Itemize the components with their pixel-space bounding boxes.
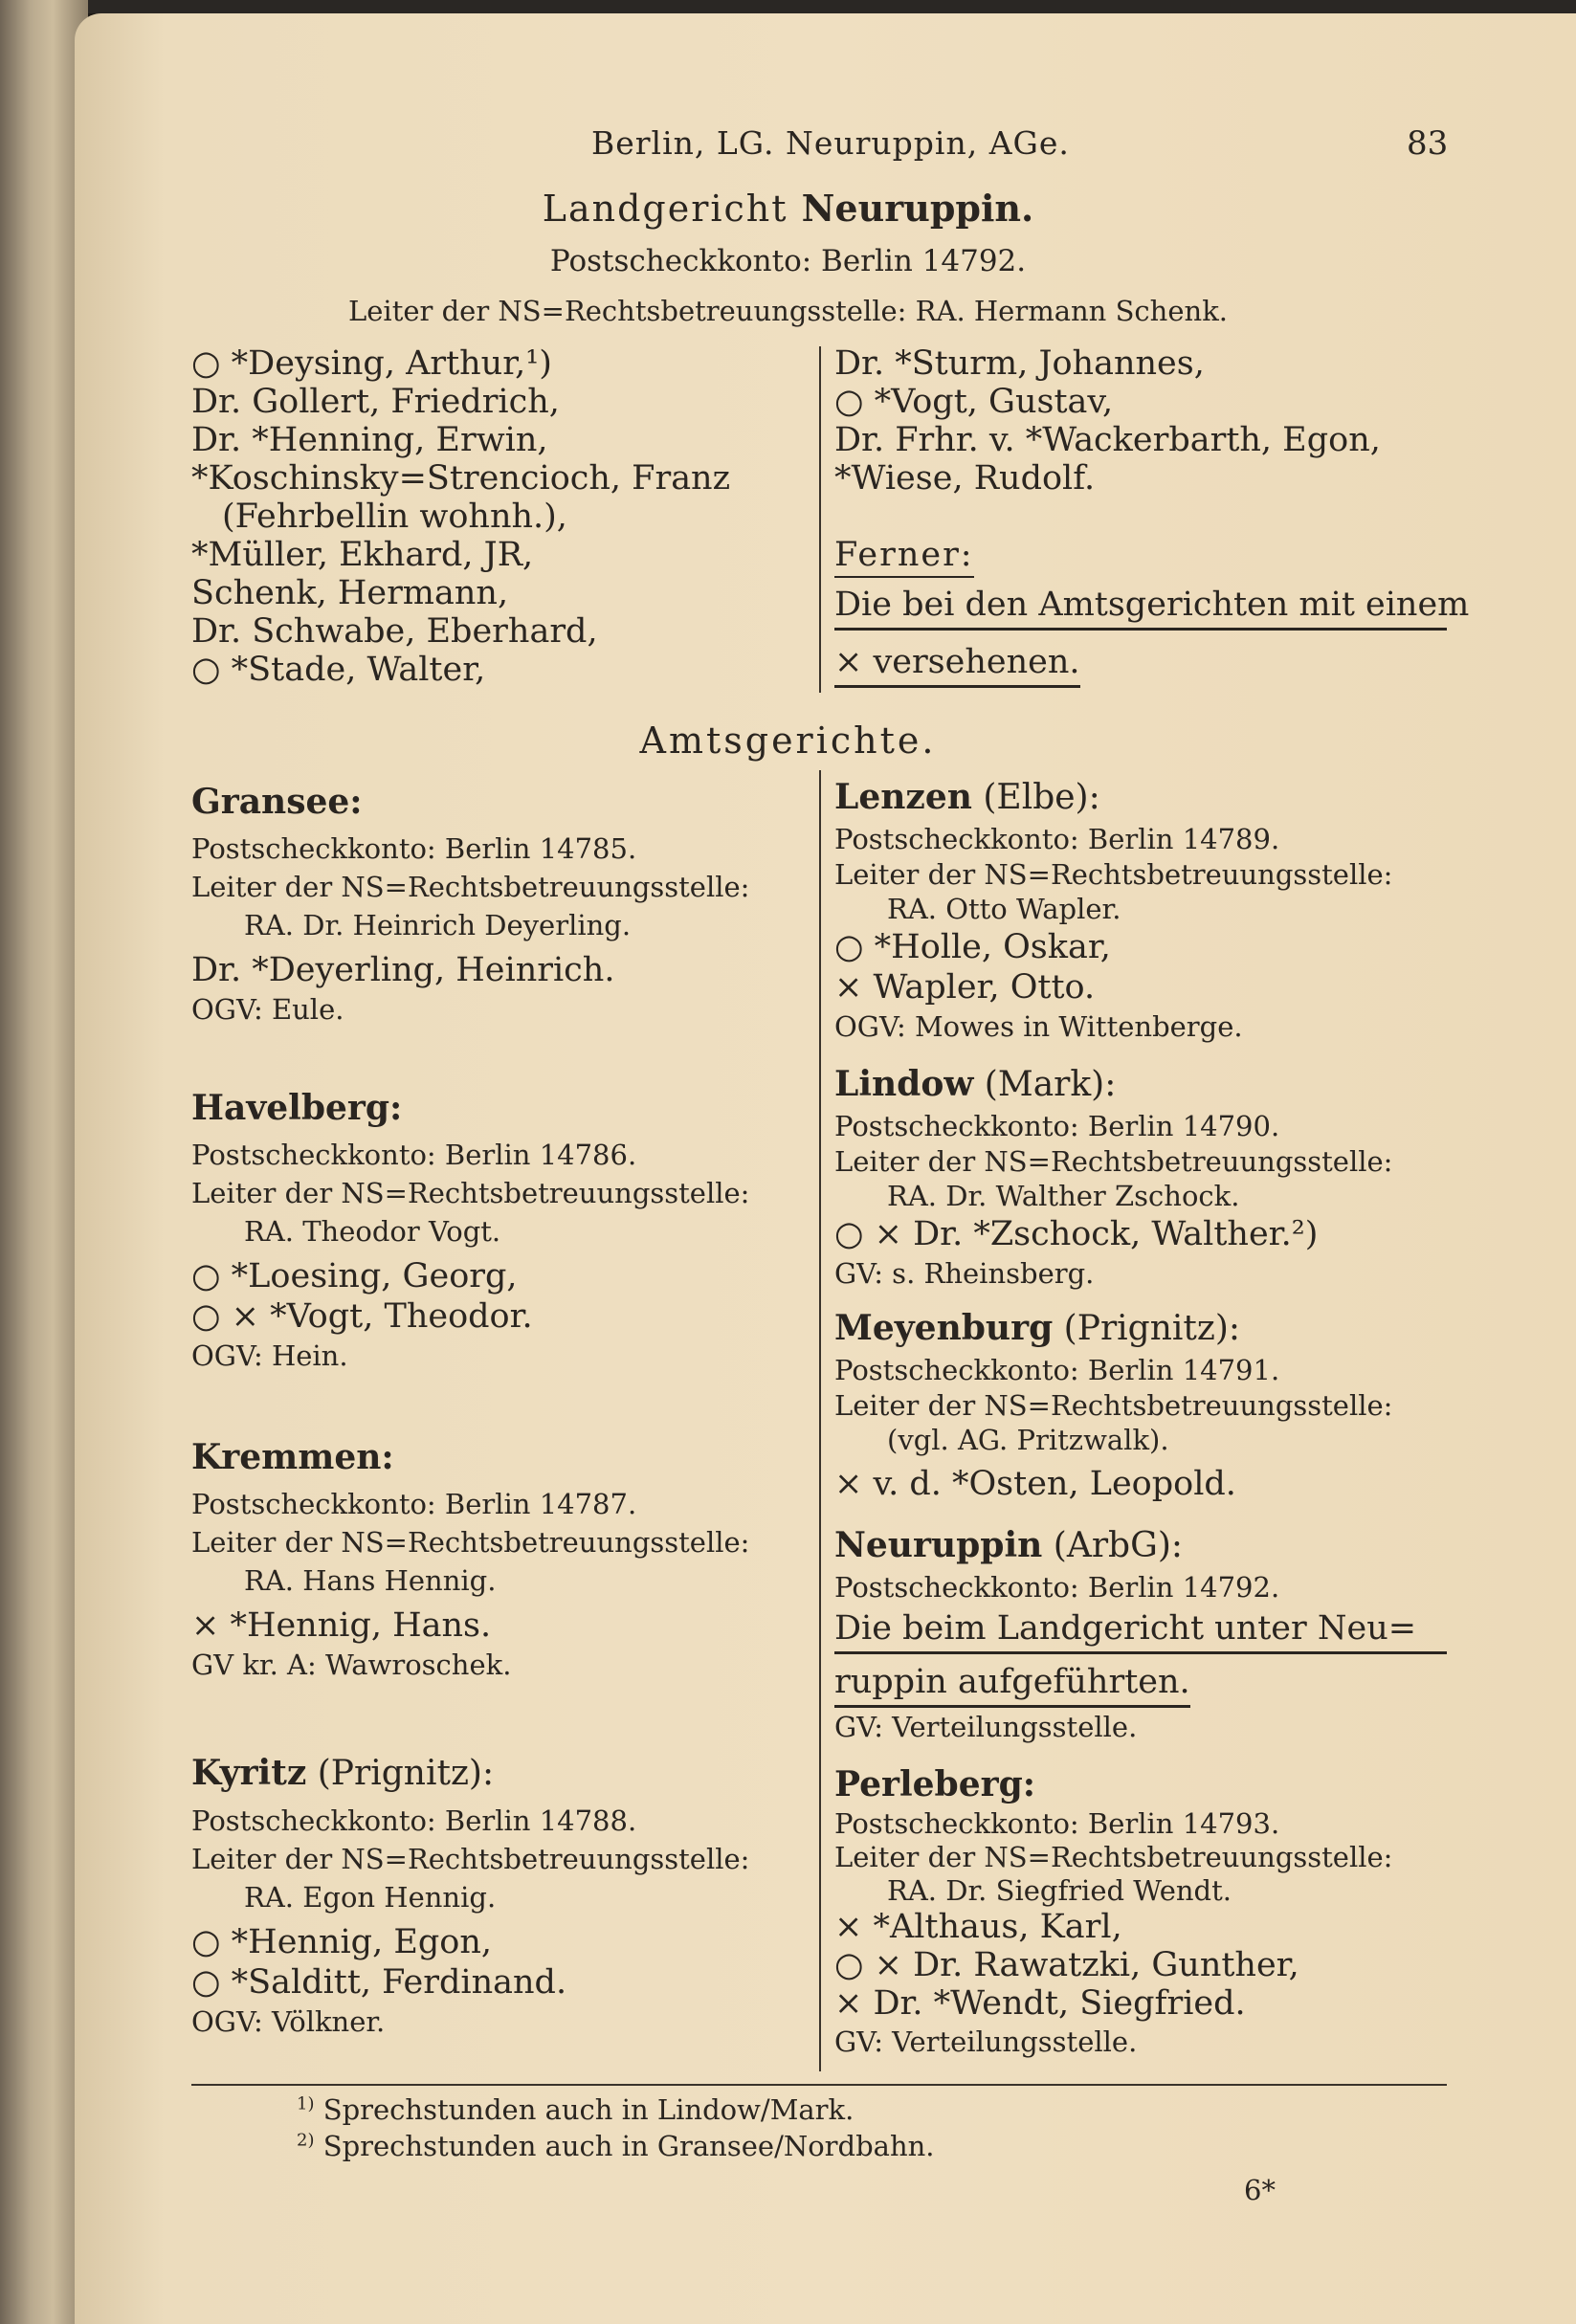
court-name: Lenzen (Elbe): xyxy=(834,777,1100,817)
court-name: Meyenburg (Prignitz): xyxy=(834,1308,1241,1348)
court-postscheck: Postscheckkonto: Berlin 14792. xyxy=(834,1571,1280,1604)
amtsgerichte-heading: Amtsgerichte. xyxy=(639,719,937,762)
court-leiter-name: RA. Theodor Vogt. xyxy=(244,1215,501,1248)
court-kyritz xyxy=(191,1751,749,2041)
court-name: Gransee: xyxy=(191,782,363,822)
court-gv: GV: s. Rheinsberg. xyxy=(834,1257,1095,1290)
judge-entry: (Fehrbellin wohnh.), xyxy=(222,498,567,536)
court-name: Havelberg: xyxy=(191,1088,403,1128)
landgericht-title-prefix: Landgericht xyxy=(542,188,788,230)
judge-entry: ○ *Salditt, Ferdinand. xyxy=(191,1963,567,2002)
judge-entry: × *Hennig, Hans. xyxy=(191,1606,492,1645)
court-name: Kyritz (Prignitz): xyxy=(191,1753,495,1793)
court-havelberg xyxy=(191,1086,749,1375)
judge-entry: Dr. Schwabe, Eberhard, xyxy=(191,612,598,651)
judge-entry: *Wiese, Rudolf. xyxy=(834,459,1096,498)
judge-entry: ○ *Deysing, Arthur,¹) xyxy=(191,344,552,383)
court-gv: GV: Verteilungsstelle. xyxy=(834,2025,1138,2058)
court-lindow xyxy=(834,1062,1392,1293)
court-neuruppin xyxy=(834,1523,1447,1746)
court-gv: GV kr. A: Wawroschek. xyxy=(191,1649,512,1681)
judge-entry: Dr. Gollert, Friedrich, xyxy=(191,383,560,421)
court-postscheck: Postscheckkonto: Berlin 14785. xyxy=(191,832,637,865)
judge-entry: × v. d. *Osten, Leopold. xyxy=(834,1465,1236,1503)
court-leiter-label: Leiter der NS=Rechtsbetreuungsstelle: xyxy=(191,871,750,903)
signature-mark: 6* xyxy=(1244,2174,1276,2206)
court-postscheck: Postscheckkonto: Berlin 14791. xyxy=(834,1354,1280,1386)
court-leiter-name: RA. Dr. Heinrich Deyerling. xyxy=(244,909,632,941)
judge-entry: Dr. *Henning, Erwin, xyxy=(191,421,548,459)
judge-entry: × *Althaus, Karl, xyxy=(834,1908,1122,1946)
landgericht-judges-left xyxy=(191,344,730,689)
footnote-2: $^{2)}$ Sprechstunden auch in Gransee/Nordbahn. xyxy=(297,2130,935,2162)
court-gv: OGV: Hein. xyxy=(191,1339,348,1372)
court-leiter-label: Leiter der NS=Rechtsbetreuungsstelle: xyxy=(834,1841,1393,1873)
court-leiter-name: (vgl. AG. Pritzwalk). xyxy=(887,1424,1169,1456)
ferner-note-line2: × versehenen. xyxy=(834,643,1080,688)
court-postscheck: Postscheckkonto: Berlin 14787. xyxy=(191,1488,637,1520)
judge-entry: ○ *Holle, Oskar, xyxy=(834,928,1111,966)
court-name: Perleberg: xyxy=(834,1764,1036,1804)
judge-entry: ○ × Dr. *Zschock, Walther.²) xyxy=(834,1215,1319,1253)
judge-entry: ○ *Hennig, Egon, xyxy=(191,1923,493,1961)
court-leiter-label: Leiter der NS=Rechtsbetreuungsstelle: xyxy=(834,1389,1393,1422)
court-gv: OGV: Völkner. xyxy=(191,2005,386,2038)
court-leiter-name: RA. Hans Hennig. xyxy=(244,1564,497,1597)
court-postscheck: Postscheckkonto: Berlin 14788. xyxy=(191,1804,637,1837)
court-name: Lindow (Mark): xyxy=(834,1064,1117,1104)
court-gv: OGV: Eule. xyxy=(191,993,344,1026)
court-perleberg xyxy=(834,1762,1392,2061)
footnote-1: $^{1)}$ Sprechstunden auch in Lindow/Mark. xyxy=(297,2093,855,2126)
court-meyenburg xyxy=(834,1306,1392,1504)
court-leiter-name: RA. Dr. Walther Zschock. xyxy=(887,1180,1240,1212)
court-postscheck: Postscheckkonto: Berlin 14793. xyxy=(834,1807,1280,1840)
court-leiter-label: Leiter der NS=Rechtsbetreuungsstelle: xyxy=(191,1177,750,1209)
judge-entry: *Koschinsky=Strencioch, Franz xyxy=(191,459,731,498)
court-note-line1: Die beim Landgericht unter Neu= xyxy=(834,1608,1447,1654)
column-divider xyxy=(819,770,821,2071)
running-head: Berlin, LG. Neuruppin, AGe. xyxy=(591,124,1070,162)
landgericht-postscheck: Postscheckkonto: Berlin 14792. xyxy=(549,244,1027,278)
ferner-note-line1: Die bei den Amtsgerichten mit einem xyxy=(834,586,1447,631)
court-gransee xyxy=(191,780,749,1029)
court-note-line2: ruppin aufgeführten. xyxy=(834,1662,1447,1708)
judge-entry: ○ × Dr. Rawatzki, Gunther, xyxy=(834,1946,1299,1984)
judge-entry: Dr. Frhr. v. *Wackerbarth, Egon, xyxy=(834,421,1381,459)
court-gv: OGV: Mowes in Wittenberge. xyxy=(834,1010,1243,1043)
court-gv: GV: Verteilungsstelle. xyxy=(834,1711,1138,1743)
court-leiter-label: Leiter der NS=Rechtsbetreuungsstelle: xyxy=(834,858,1393,891)
judge-entry: × Wapler, Otto. xyxy=(834,968,1096,1007)
landgericht-title xyxy=(0,187,1576,230)
judge-entry: Dr. *Sturm, Johannes, xyxy=(834,344,1205,383)
landgericht-title-name: Neuruppin. xyxy=(801,187,1034,230)
judge-entry: × Dr. *Wendt, Siegfried. xyxy=(834,1984,1246,2023)
judge-entry: *Müller, Ekhard, JR, xyxy=(191,536,534,574)
court-name: Neuruppin (ArbG): xyxy=(834,1525,1183,1565)
judge-entry: ○ *Vogt, Gustav, xyxy=(834,383,1114,421)
court-postscheck: Postscheckkonto: Berlin 14789. xyxy=(834,823,1280,855)
judge-entry: Dr. *Deyerling, Heinrich. xyxy=(191,951,615,989)
column-divider xyxy=(819,346,821,693)
ferner-label: Ferner: xyxy=(834,536,974,578)
court-leiter-name: RA. Dr. Siegfried Wendt. xyxy=(887,1874,1232,1907)
scan-top-edge xyxy=(0,0,1576,13)
court-postscheck: Postscheckkonto: Berlin 14786. xyxy=(191,1139,637,1171)
landgericht-judges-right xyxy=(834,344,1381,498)
page-number: 83 xyxy=(1407,124,1449,163)
court-postscheck: Postscheckkonto: Berlin 14790. xyxy=(834,1110,1280,1142)
judge-entry: ○ *Stade, Walter, xyxy=(191,651,486,689)
landgericht-leiter: Leiter der NS=Rechtsbetreuungsstelle: RA. Hermann Schenk. xyxy=(348,295,1228,327)
court-name: Kremmen: xyxy=(191,1437,394,1477)
court-leiter-name: RA. Otto Wapler. xyxy=(887,893,1121,925)
footnote-rule xyxy=(191,2084,1447,2086)
judge-entry: ○ × *Vogt, Theodor. xyxy=(191,1297,533,1336)
court-leiter-label: Leiter der NS=Rechtsbetreuungsstelle: xyxy=(834,1145,1393,1178)
judge-entry: Schenk, Hermann, xyxy=(191,574,509,612)
court-leiter-name: RA. Egon Hennig. xyxy=(244,1881,497,1914)
court-kremmen xyxy=(191,1435,749,1684)
judge-entry: ○ *Loesing, Georg, xyxy=(191,1257,518,1295)
court-leiter-label: Leiter der NS=Rechtsbetreuungsstelle: xyxy=(191,1526,750,1559)
court-leiter-label: Leiter der NS=Rechtsbetreuungsstelle: xyxy=(191,1843,750,1875)
court-lenzen xyxy=(834,775,1392,1046)
